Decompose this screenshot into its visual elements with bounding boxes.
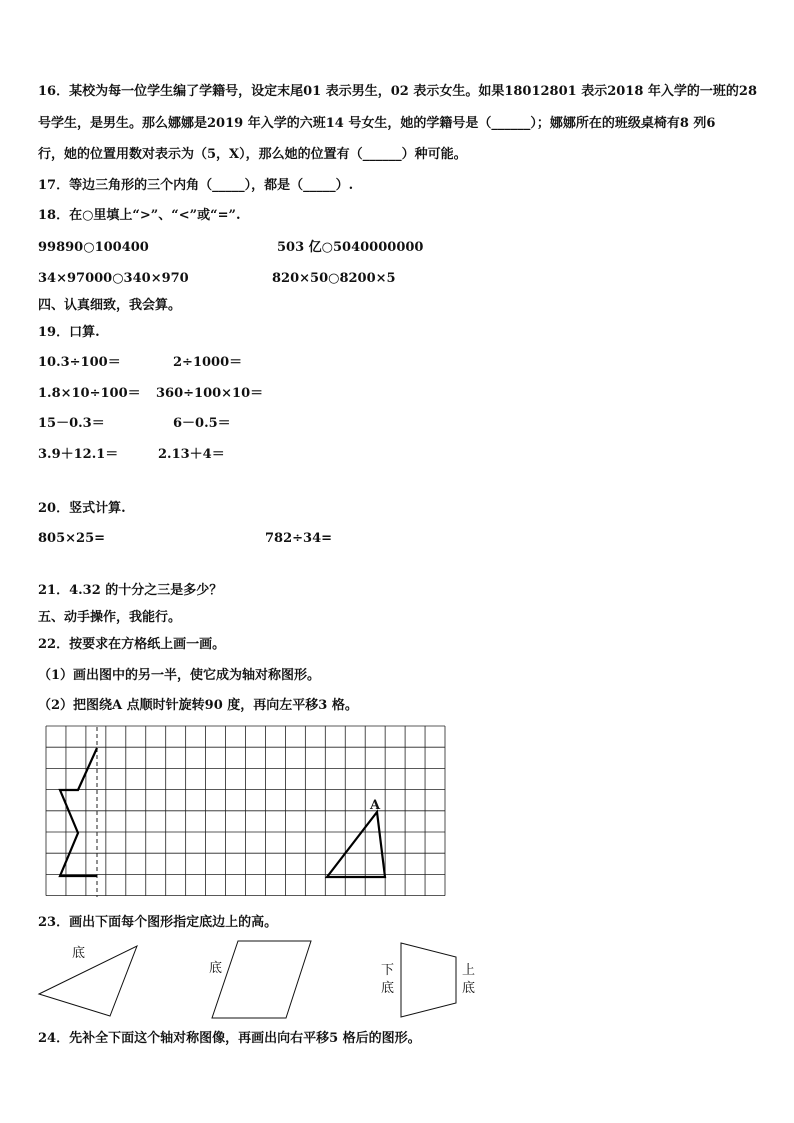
q16-line1: 16．某校为每一位学生编了学籍号，设定末尾01 表示男生，02 表示女生。如果18012801 表示2018 年入学的一班的28 [38,84,758,99]
q20-title: 20．竖式计算. [38,501,126,516]
q23-triangle [39,946,137,1016]
q19-item-1: 10.3÷100＝ [38,355,121,370]
q16-line2: 号学生，是男生。那么娜娜是2019 年入学的六班14 号女生，她的学籍号是（______）；娜娜所在的班级桌椅有8 列6 [38,116,716,131]
section-5-heading: 五、动手操作，我能行。 [38,610,182,625]
q20-item-2: 782÷34= [265,531,333,546]
q22-title: 22．按要求在方格纸上画一画。 [38,637,226,652]
q19-item-4: 360÷100×10＝ [156,386,264,401]
q21-text: 21．4.32 的十分之三是多少？ [38,583,223,598]
q22-sub2: （2）把图绕A 点顺时针旋转90 度，再向左平移3 格。 [38,698,358,713]
q23-triangle-base-label: 底 [72,946,86,961]
q16-line3: 行，她的位置用数对表示为（5，X），那么她的位置有（______）种可能。 [38,147,467,162]
q18-item-3: 34×97000○340×970 [38,271,189,286]
section-4-heading: 四、认真细致，我会算。 [38,298,182,313]
q18-item-4: 820×50○8200×5 [272,271,396,286]
q17-text: 17．等边三角形的三个内角（_____），都是（_____）. [38,178,354,193]
q19-item-3: 1.8×10÷100＝ [38,386,141,401]
q19-item-5: 15－0.3＝ [38,416,105,431]
q23-title: 23．画出下面每个图形指定底边上的高。 [38,915,278,930]
q19-item-7: 3.9＋12.1＝ [38,447,119,462]
q19-title: 19．口算. [38,325,100,340]
q23-parallelogram-base-label: 底 [209,961,223,976]
q23-trapezoid-upper-base-label: 上底 [462,963,476,996]
q18-item-2: 503 亿○5040000000 [277,240,424,255]
q18-item-1: 99890○100400 [38,240,149,255]
q22-sub1: （1）画出图中的另一半，使它成为轴对称图形。 [38,668,321,683]
q23-parallelogram [212,941,311,1018]
point-a-label: A [370,798,381,813]
q23-trapezoid-lower-base-label: 下底 [381,963,395,996]
q18-title: 18．在○里填上“>”、“<”或“=”. [38,208,241,223]
q19-item-2: 2÷1000＝ [173,355,243,370]
q20-item-1: 805×25= [38,531,106,546]
q24-text: 24．先补全下面这个轴对称图像，再画出向右平移5 格后的图形。 [38,1031,421,1046]
q23-trapezoid [401,943,456,1017]
q19-item-8: 2.13＋4＝ [158,447,225,462]
q19-item-6: 6－0.5＝ [173,416,231,431]
